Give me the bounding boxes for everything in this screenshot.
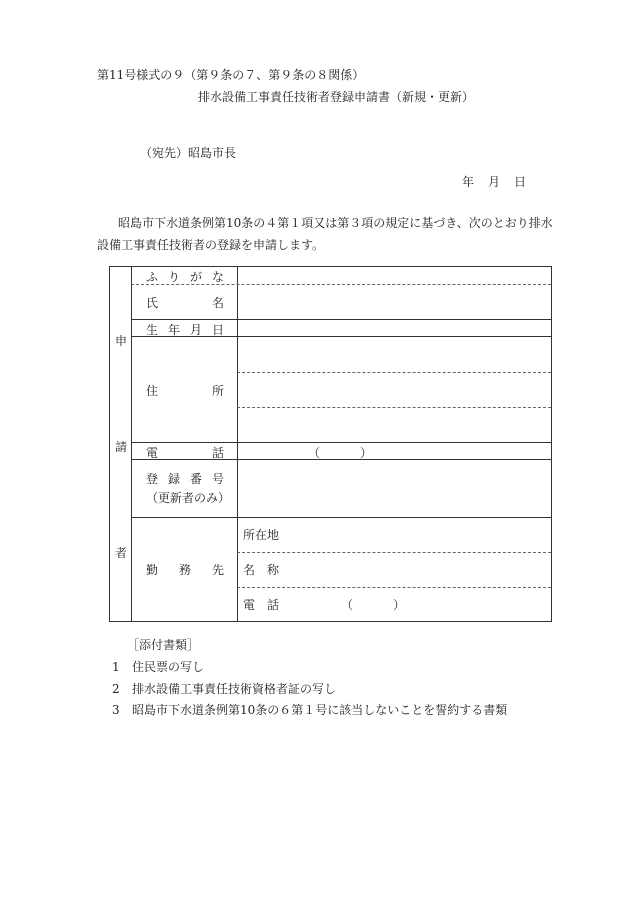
address-field-line-3[interactable] — [238, 408, 552, 442]
phone-paren-open: （ — [308, 446, 321, 460]
registration-number-note: （更新者のみ） — [146, 491, 231, 505]
attachment-item: 1 住民票の写し — [112, 660, 205, 674]
page-title: 排水設備工事責任技術者登録申請書（新規・更新） — [198, 90, 475, 104]
date-row — [462, 173, 526, 190]
workplace-phone-label: 電 話 — [243, 598, 280, 612]
date-day-label: 日 — [514, 175, 527, 189]
addressee: （宛先）昭島市長 — [140, 146, 237, 160]
workplace-phone-paren-close: ） — [393, 598, 406, 612]
workplace-location-label: 所在地 — [243, 528, 280, 542]
applicant-label-char: 請 — [115, 440, 128, 454]
address-label: 住 所 — [146, 384, 224, 398]
application-form-table — [109, 266, 552, 622]
address-field-line-1[interactable] — [238, 337, 552, 372]
workplace-label: 勤 務 先 — [146, 563, 224, 577]
furigana-label: ふ り が な — [146, 270, 224, 284]
birth-date-field[interactable] — [238, 320, 552, 336]
date-month-label: 月 — [488, 175, 501, 189]
attachment-item: 3 昭島市下水道条例第10条の６第１号に該当しないことを誓約する書類 — [112, 703, 508, 717]
address-field-line-2[interactable] — [238, 373, 552, 407]
applicant-label-char: 者 — [115, 546, 128, 560]
name-label: 氏 名 — [146, 296, 224, 310]
furigana-field[interactable] — [238, 267, 552, 284]
birth-date-label: 生 年 月 日 — [146, 323, 224, 337]
workplace-name-label: 名 称 — [243, 563, 280, 577]
attachments-title: ［添付書類］ — [127, 638, 200, 652]
phone-label: 電 話 — [146, 446, 224, 460]
form-number: 第11号様式の９（第９条の７、第９条の８関係） — [97, 68, 365, 82]
intro-text: 昭島市下水道条例第10条の４第１項又は第３項の規定に基づき、次のとおり排水設備工事責任技術者の登録を申請します。 — [97, 216, 553, 252]
attachment-item: 2 排水設備工事責任技術資格者証の写し — [112, 682, 337, 696]
applicant-label-char: 申 — [115, 334, 128, 348]
registration-number-label: 登 録 番 号 — [146, 472, 224, 486]
workplace-phone-paren-open: （ — [341, 598, 354, 612]
name-field[interactable] — [238, 285, 552, 319]
phone-paren-close: ） — [360, 446, 373, 460]
date-year-label: 年 — [462, 175, 475, 189]
registration-number-field[interactable] — [238, 460, 552, 517]
